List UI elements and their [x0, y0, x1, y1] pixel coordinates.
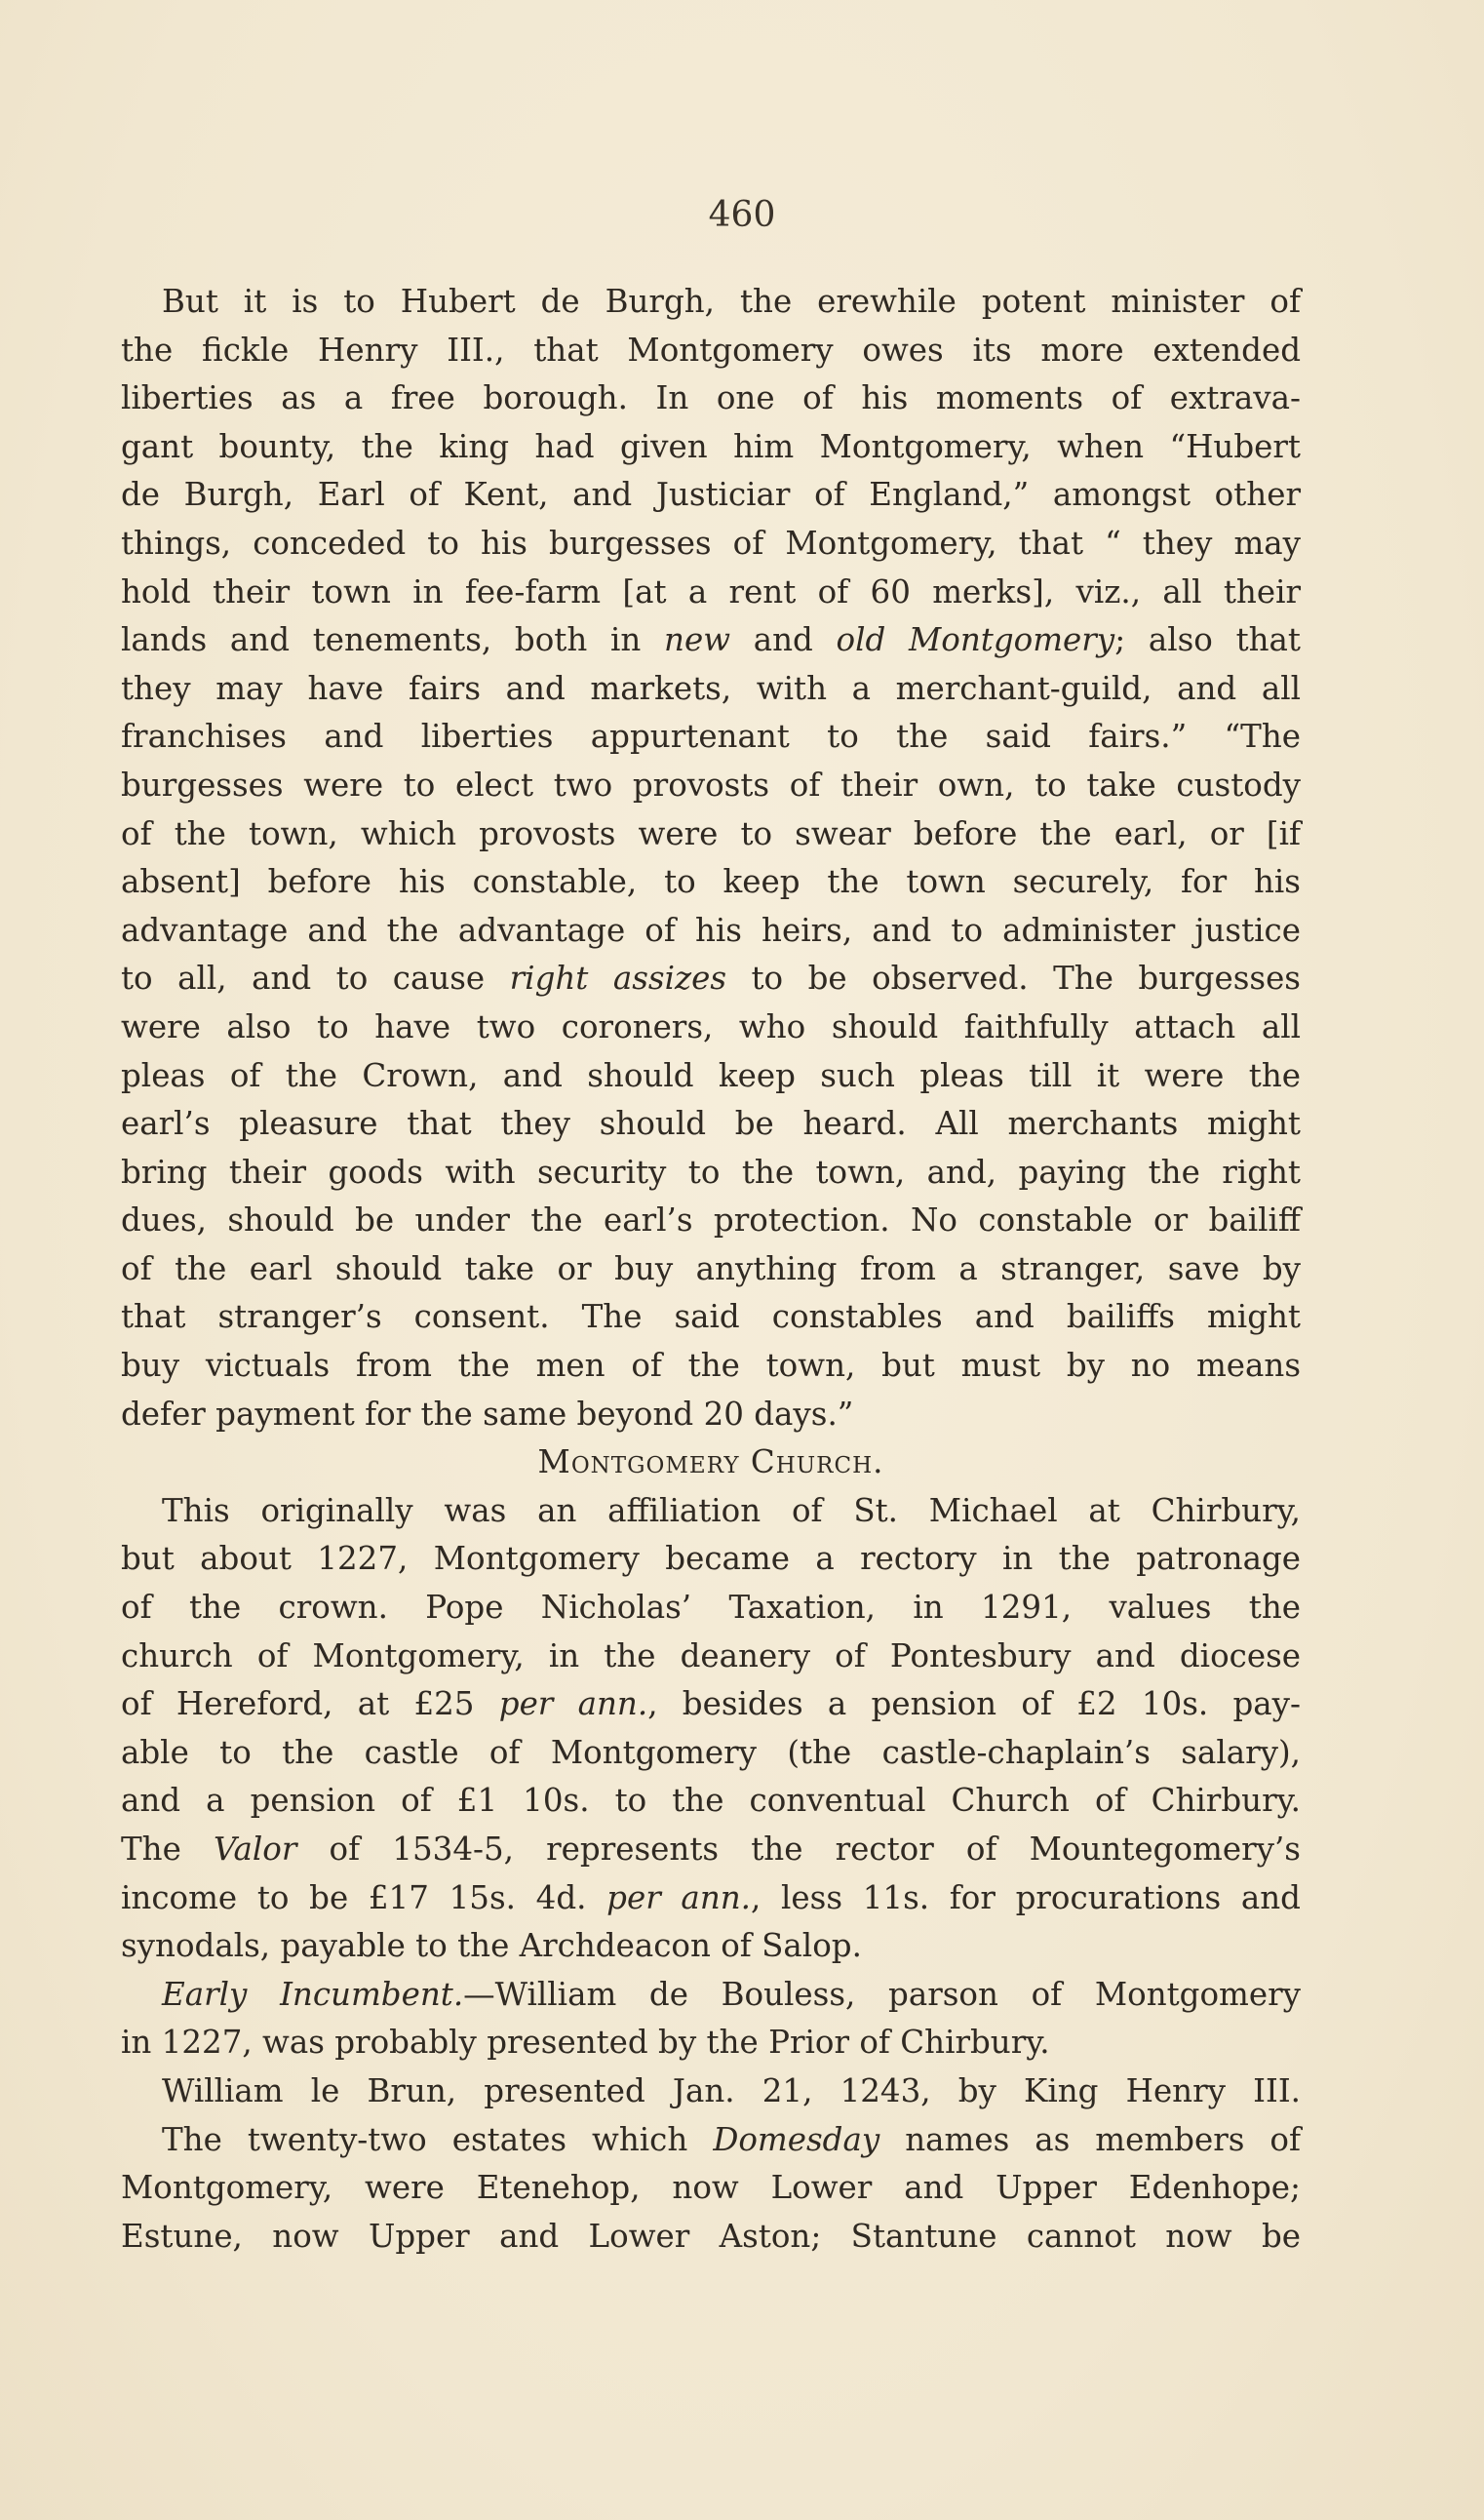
text-span: to be observed. The burgesses [726, 960, 1301, 998]
text-line [121, 2019, 1301, 2067]
text-line [121, 423, 1301, 472]
paragraph-william-le-brun [121, 2067, 1301, 2116]
paragraph-montgomery-church [121, 1487, 1301, 1971]
text-line [121, 762, 1301, 810]
text-span: —William de Bouless, parson of Montgomery [463, 1975, 1301, 2013]
text-line [121, 1293, 1301, 1342]
italic-text: per ann. [498, 1685, 648, 1723]
text-line [121, 278, 1301, 327]
text-span: able to the castle of Montgomery (the castle-chaplain’s salary), [121, 1733, 1301, 1771]
text-line [121, 1729, 1301, 1778]
text-line [121, 374, 1301, 423]
text-line [121, 1777, 1301, 1826]
text-line [121, 2164, 1301, 2213]
text-span: bring their goods with security to the town, and, paying the right [121, 1153, 1301, 1191]
section-heading [121, 1438, 1301, 1487]
italic-text: per ann. [606, 1878, 752, 1916]
text-line [121, 1197, 1301, 1245]
italic-text: Valor [214, 1831, 297, 1868]
text-line [121, 1100, 1301, 1149]
text-line [121, 1004, 1301, 1052]
text-span: of 1534-5, represents the rector of Mountegomery’s [296, 1831, 1301, 1868]
text-line [121, 907, 1301, 956]
text-span: things, conceded to his burgesses of Montgomery, that “ they may [121, 524, 1301, 562]
text-line [121, 1922, 1301, 1971]
text-line [121, 1052, 1301, 1101]
text-span: The [121, 1831, 214, 1868]
text-span: names as members of [879, 2120, 1301, 2158]
italic-text: new [664, 621, 731, 659]
text-span: But it is to Hubert de Burgh, the erewhile potent minister of [162, 283, 1301, 320]
text-line [121, 858, 1301, 907]
text-line [121, 569, 1301, 617]
text-span: ; also that [1114, 621, 1301, 659]
text-line [121, 1391, 1301, 1439]
italic-text: right assizes [509, 960, 726, 998]
paragraph-hubert-de-burgh [121, 278, 1301, 1438]
text-span: absent] before his constable, to keep the town securely, for his [121, 863, 1301, 901]
text-line [121, 665, 1301, 714]
text-span: liberties as a free borough. In one of his moments of extrava- [121, 379, 1301, 417]
text-span: Estune, now Upper and Lower Aston; Stantune cannot now be [121, 2217, 1301, 2255]
italic-text: Domesday [713, 2120, 880, 2158]
text-line [121, 713, 1301, 762]
text-span: , less 11s. for procurations and [751, 1878, 1301, 1916]
text-span: church of Montgomery, in the deanery of Pontesbury and diocese [121, 1636, 1301, 1674]
text-span: hold their town in fee-farm [at a rent of 60 merks], viz., all their [121, 572, 1301, 610]
text-line [121, 2067, 1301, 2116]
text-line [121, 471, 1301, 520]
body-text [121, 278, 1301, 2261]
text-line [121, 1971, 1301, 2020]
text-span: pleas of the Crown, and should keep such pleas till it were the [121, 1056, 1301, 1094]
text-line [121, 2213, 1301, 2262]
text-line [121, 1680, 1301, 1729]
text-line [121, 1874, 1301, 1923]
text-span: This originally was an affiliation of St. Michael at Chirbury, [162, 1491, 1301, 1529]
text-span: the fickle Henry III., that Montgomery owes its more extended [121, 331, 1301, 369]
heading-montgomery-church: Montgomery Church. [537, 1443, 884, 1481]
paragraph-early-incumbent [121, 1971, 1301, 2067]
text-span: buy victuals from the men of the town, but must by no means [121, 1347, 1301, 1385]
text-span: dues, should be under the earl’s protection. No constable or bailiff [121, 1201, 1301, 1240]
text-span: of Hereford, at £25 [121, 1685, 499, 1723]
text-span: of the crown. Pope Nicholas’ Taxation, in 1291, values the [121, 1589, 1301, 1627]
text-span: and [730, 621, 837, 659]
text-span: de Burgh, Earl of Kent, and Justiciar of England,” amongst other [121, 476, 1301, 514]
text-line [121, 1584, 1301, 1633]
text-line [121, 1487, 1301, 1536]
text-span: in 1227, was probably presented by the Prior of Chirbury. [121, 2024, 1050, 2062]
text-line [121, 1342, 1301, 1391]
text-line [121, 1633, 1301, 1681]
text-span: income to be £17 15s. 4d. [121, 1878, 607, 1916]
italic-text: Early Incumbent. [162, 1975, 464, 2013]
text-line [121, 616, 1301, 665]
text-line [121, 1245, 1301, 1294]
text-span: of the earl should take or buy anything from a stranger, save by [121, 1249, 1301, 1287]
text-line [121, 1826, 1301, 1874]
italic-text: old Montgomery [836, 621, 1115, 659]
text-span: defer payment for the same beyond 20 days.” [121, 1395, 854, 1433]
text-span: that stranger’s consent. The said constables and bailiffs might [121, 1298, 1301, 1336]
text-span: to all, and to cause [121, 960, 510, 998]
text-line [121, 327, 1301, 375]
paragraph-domesday-estates [121, 2116, 1301, 2262]
text-span: , besides a pension of £2 10s. pay- [647, 1685, 1301, 1723]
text-span: gant bounty, the king had given him Montgomery, when “Hubert [121, 427, 1301, 465]
text-span: were also to have two coroners, who should faithfully attach all [121, 1007, 1301, 1045]
text-span: they may have fairs and markets, with a merchant-guild, and all [121, 669, 1301, 707]
text-span: synodals, payable to the Archdeacon of Salop. [121, 1927, 862, 1965]
text-span: The twenty-two estates which [162, 2120, 714, 2158]
text-line [121, 810, 1301, 859]
text-span: lands and tenements, both in [121, 621, 665, 659]
text-span: advantage and the advantage of his heirs, and to administer justice [121, 911, 1301, 949]
text-span: burgesses were to elect two provosts of their own, to take custody [121, 766, 1301, 804]
page-number: 460 [708, 195, 776, 235]
text-line [121, 1149, 1301, 1198]
text-span: and a pension of £1 10s. to the conventual Church of Chirbury. [121, 1782, 1301, 1820]
text-line [121, 520, 1301, 569]
text-span: but about 1227, Montgomery became a rectory in the patronage [121, 1540, 1301, 1578]
text-line [121, 2116, 1301, 2165]
text-span: franchises and liberties appurtenant to the said fairs.” “The [121, 718, 1301, 756]
text-span: Montgomery, were Etenehop, now Lower and Upper Edenhope; [121, 2169, 1301, 2207]
text-line [121, 955, 1301, 1004]
text-span: of the town, which provosts were to swear before the earl, or [if [121, 814, 1301, 852]
text-line [121, 1535, 1301, 1584]
text-span: William le Brun, presented Jan. 21, 1243, by King Henry III. [162, 2071, 1301, 2109]
text-span: earl’s pleasure that they should be heard. All merchants might [121, 1105, 1301, 1143]
